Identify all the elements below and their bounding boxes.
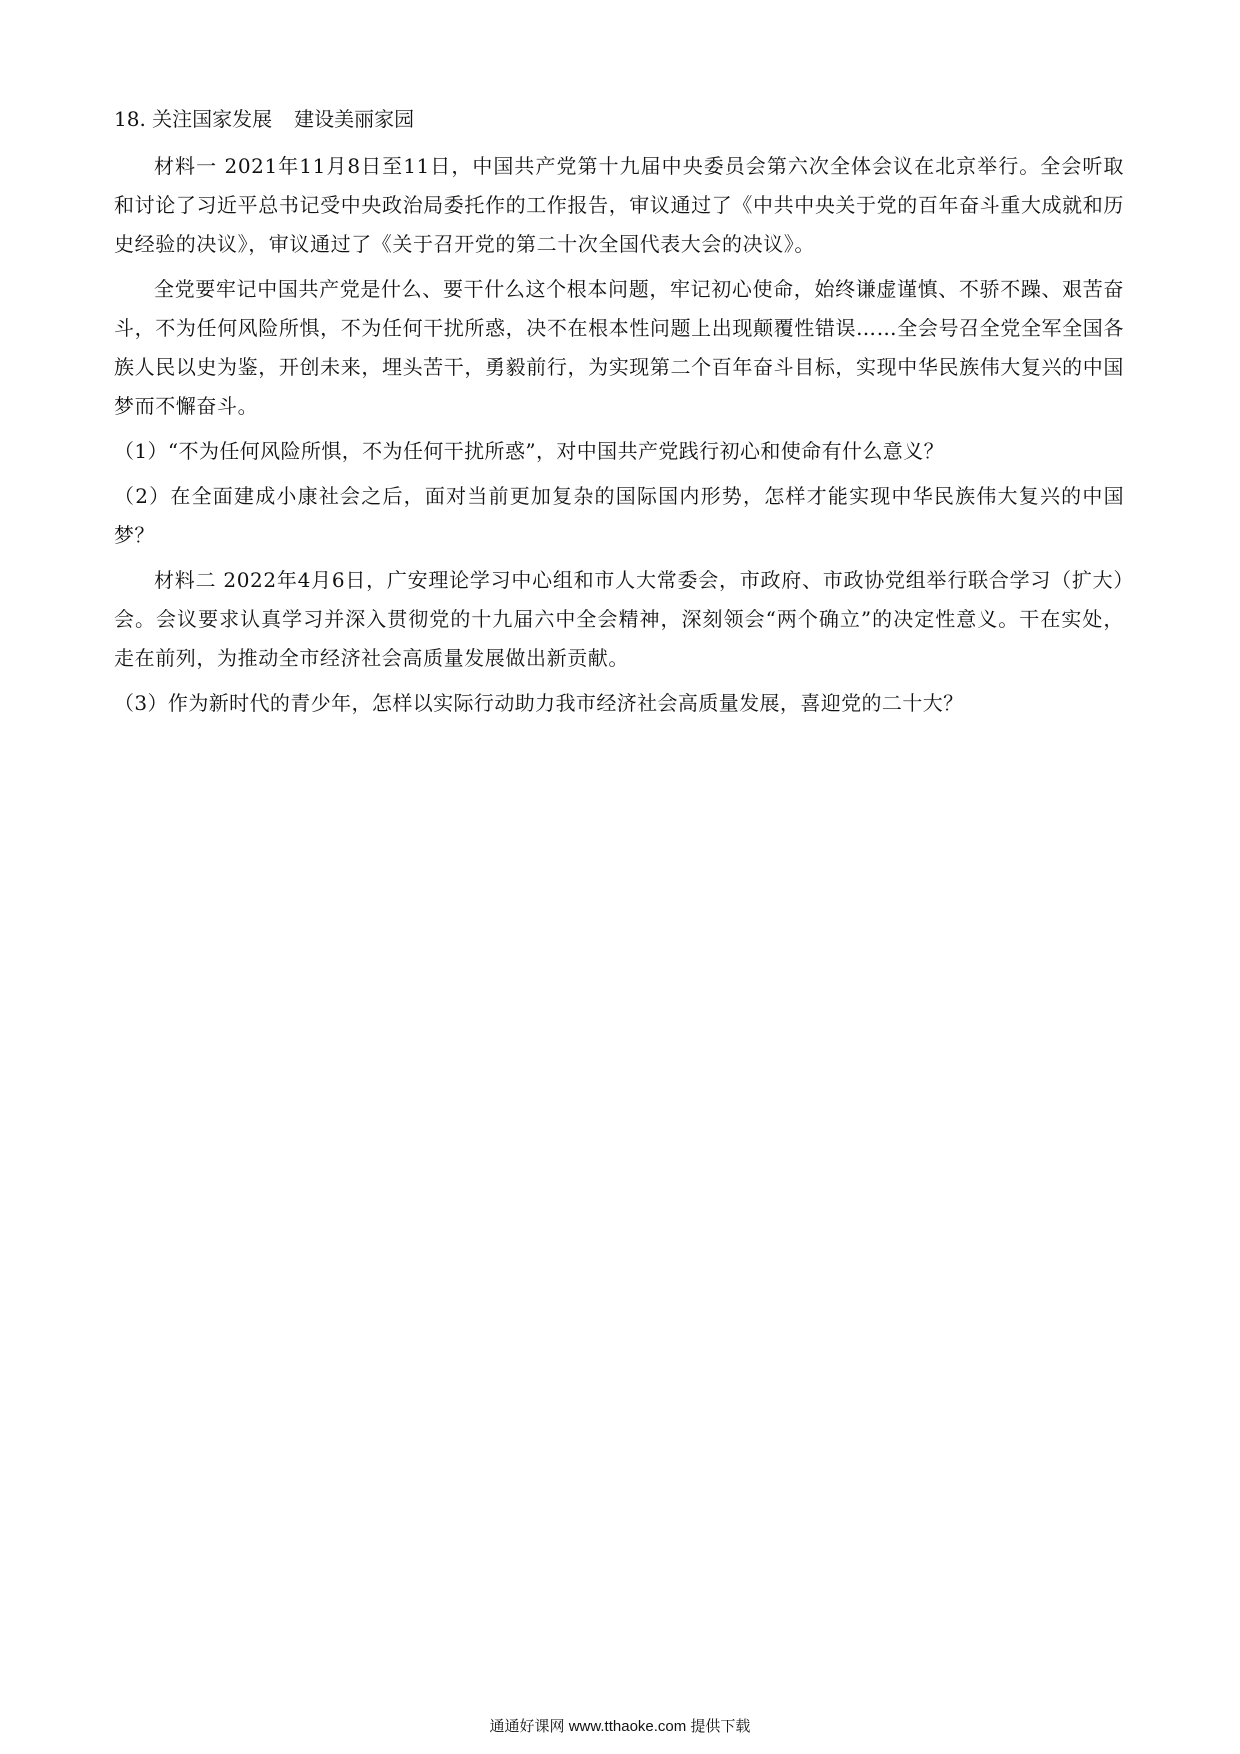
question-1: （1）“不为任何风险所惧，不为任何干扰所惑”，对中国共产党践行初心和使命有什么意义？ [114,439,944,463]
material-1-paragraph-2: 全党要牢记中国共产党是什么、要干什么这个根本问题，牢记初心使命，始终谦虚谨慎、不骄不躁、艰苦奋斗，不为任何风险所惧，不为任何干扰所惑，决不在根本性问题上出现颠覆性错误……全会号召全党全军全国各族人民以史为鉴，开创未来，埋头苦干，勇毅前行，为实现第二个百年奋斗目标，实现中华民族伟大复兴的中国梦而不懈奋斗。 [114,277,1124,418]
heading-part-2: 建设美丽家园 [294,107,415,131]
question-block [114,102,1124,723]
footer-source: 通通好课网 www.tthaoke.com 提供下载 [489,1718,751,1735]
question-3: （3）作为新时代的青少年，怎样以实际行动助力我市经济社会高质量发展，喜迎党的二十大？ [114,691,964,715]
question-heading [114,102,1124,136]
question-2: （2）在全面建成小康社会之后，面对当前更加复杂的国际国内形势，怎样才能实现中华民族伟大复兴的中国梦？ [114,484,1124,547]
heading-part-1: 关注国家发展 [152,107,273,131]
question-number: 18. [114,107,146,131]
material-1-paragraph-1: 材料一 2021年11月8日至11日，中国共产党第十九届中央委员会第六次全体会议在北京举行。全会听取和讨论了习近平总书记受中央政治局委托作的工作报告，审议通过了《中共中央关于党的百年奋斗重大成就和历史经验的决议》，审议通过了《关于召开党的第二十次全国代表大会的决议》。 [114,154,1124,256]
material-2-paragraph: 材料二 2022年4月6日，广安理论学习中心组和市人大常委会，市政府、市政协党组举行联合学习（扩大）会。会议要求认真学习并深入贯彻党的十九届六中全会精神，深刻领会“两个确立”的决定性意义。干在实处，走在前列，为推动全市经济社会高质量发展做出新贡献。 [114,568,1124,670]
